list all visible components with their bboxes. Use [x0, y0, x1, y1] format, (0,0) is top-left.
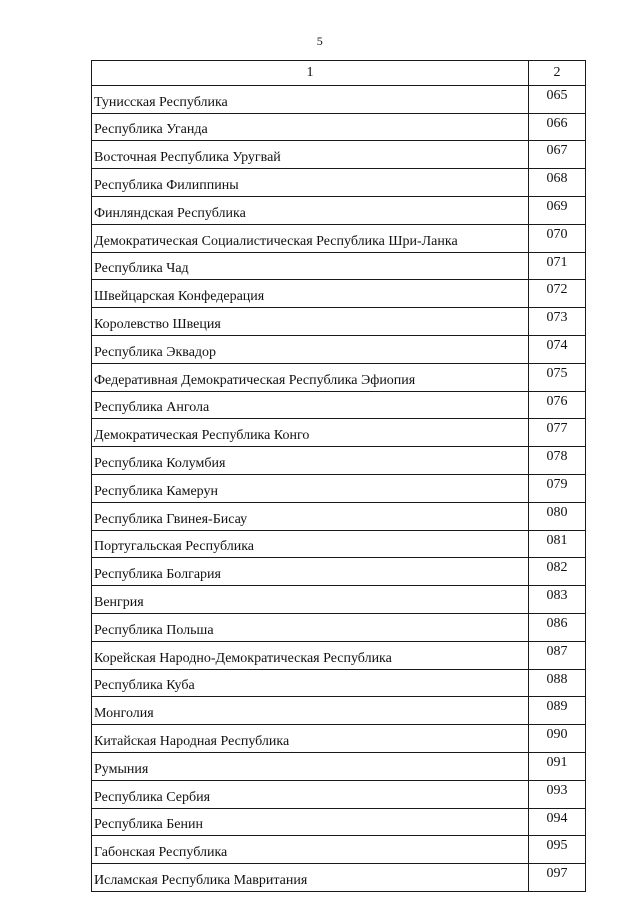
country-code-cell: 095 — [529, 836, 586, 864]
country-code-cell: 067 — [529, 141, 586, 169]
table-row — [92, 391, 586, 419]
table-row — [92, 836, 586, 864]
country-name-cell: Китайская Народная Республика — [92, 725, 529, 753]
table-row — [92, 808, 586, 836]
table-row — [92, 780, 586, 808]
country-name-cell: Демократическая Республика Конго — [92, 419, 529, 447]
table-row — [92, 224, 586, 252]
table-row — [92, 335, 586, 363]
country-name-cell: Республика Уганда — [92, 113, 529, 141]
table-row — [92, 308, 586, 336]
table-row — [92, 85, 586, 113]
country-code-cell: 089 — [529, 697, 586, 725]
country-code-cell: 086 — [529, 613, 586, 641]
country-code-cell: 088 — [529, 669, 586, 697]
country-name-cell: Республика Гвинея-Бисау — [92, 502, 529, 530]
table-row — [92, 613, 586, 641]
country-code-cell: 070 — [529, 224, 586, 252]
table-row — [92, 141, 586, 169]
country-code-cell: 066 — [529, 113, 586, 141]
country-name-cell: Республика Чад — [92, 252, 529, 280]
country-code-cell: 074 — [529, 335, 586, 363]
country-name-cell: Восточная Республика Уругвай — [92, 141, 529, 169]
country-name-cell: Корейская Народно-Демократическая Республика — [92, 641, 529, 669]
country-code-cell: 076 — [529, 391, 586, 419]
country-code-cell: 090 — [529, 725, 586, 753]
table-row — [92, 502, 586, 530]
country-code-cell: 082 — [529, 558, 586, 586]
country-name-cell: Республика Эквадор — [92, 335, 529, 363]
table-row — [92, 697, 586, 725]
table-row — [92, 419, 586, 447]
country-name-cell: Республика Польша — [92, 613, 529, 641]
table-row — [92, 641, 586, 669]
country-code-cell: 072 — [529, 280, 586, 308]
country-name-cell: Республика Колумбия — [92, 447, 529, 475]
table-header-row — [92, 61, 586, 86]
table-row — [92, 474, 586, 502]
country-code-cell: 091 — [529, 752, 586, 780]
country-name-cell: Финляндская Республика — [92, 196, 529, 224]
column-header-name: 1 — [92, 61, 529, 86]
country-name-cell: Республика Ангола — [92, 391, 529, 419]
table-row — [92, 530, 586, 558]
country-code-cell: 078 — [529, 447, 586, 475]
country-code-cell: 093 — [529, 780, 586, 808]
country-code-table — [91, 60, 586, 892]
country-code-cell: 080 — [529, 502, 586, 530]
table-row — [92, 196, 586, 224]
country-name-cell: Республика Филиппины — [92, 169, 529, 197]
table-row — [92, 669, 586, 697]
country-name-cell: Монголия — [92, 697, 529, 725]
country-name-cell: Исламская Республика Мавритания — [92, 864, 529, 892]
country-name-cell: Республика Сербия — [92, 780, 529, 808]
country-code-cell: 071 — [529, 252, 586, 280]
table-row — [92, 864, 586, 892]
country-code-cell: 087 — [529, 641, 586, 669]
page-number: 5 — [316, 34, 324, 48]
country-code-cell: 094 — [529, 808, 586, 836]
column-header-code: 2 — [529, 61, 586, 86]
country-code-cell: 079 — [529, 474, 586, 502]
country-code-cell: 073 — [529, 308, 586, 336]
table-row — [92, 363, 586, 391]
country-name-cell: Республика Болгария — [92, 558, 529, 586]
table-row — [92, 252, 586, 280]
country-name-cell: Республика Камерун — [92, 474, 529, 502]
table-row — [92, 558, 586, 586]
country-name-cell: Федеративная Демократическая Республика Эфиопия — [92, 363, 529, 391]
country-name-cell: Демократическая Социалистическая Республика Шри-Ланка — [92, 224, 529, 252]
country-name-cell: Республика Бенин — [92, 808, 529, 836]
table-body — [92, 85, 586, 891]
country-name-cell: Габонская Республика — [92, 836, 529, 864]
table-row — [92, 725, 586, 753]
country-name-cell: Республика Куба — [92, 669, 529, 697]
table-row — [92, 447, 586, 475]
country-name-cell: Венгрия — [92, 586, 529, 614]
country-name-cell: Португальская Республика — [92, 530, 529, 558]
country-code-cell: 068 — [529, 169, 586, 197]
country-name-cell: Швейцарская Конфедерация — [92, 280, 529, 308]
country-code-cell: 075 — [529, 363, 586, 391]
country-name-cell: Тунисская Республика — [92, 85, 529, 113]
country-code-cell: 069 — [529, 196, 586, 224]
country-code-cell: 077 — [529, 419, 586, 447]
country-code-cell: 081 — [529, 530, 586, 558]
table-row — [92, 752, 586, 780]
table-row — [92, 113, 586, 141]
country-code-cell: 097 — [529, 864, 586, 892]
country-code-cell: 083 — [529, 586, 586, 614]
country-code-cell: 065 — [529, 85, 586, 113]
table-row — [92, 586, 586, 614]
country-name-cell: Королевство Швеция — [92, 308, 529, 336]
table-row — [92, 169, 586, 197]
table-row — [92, 280, 586, 308]
country-name-cell: Румыния — [92, 752, 529, 780]
